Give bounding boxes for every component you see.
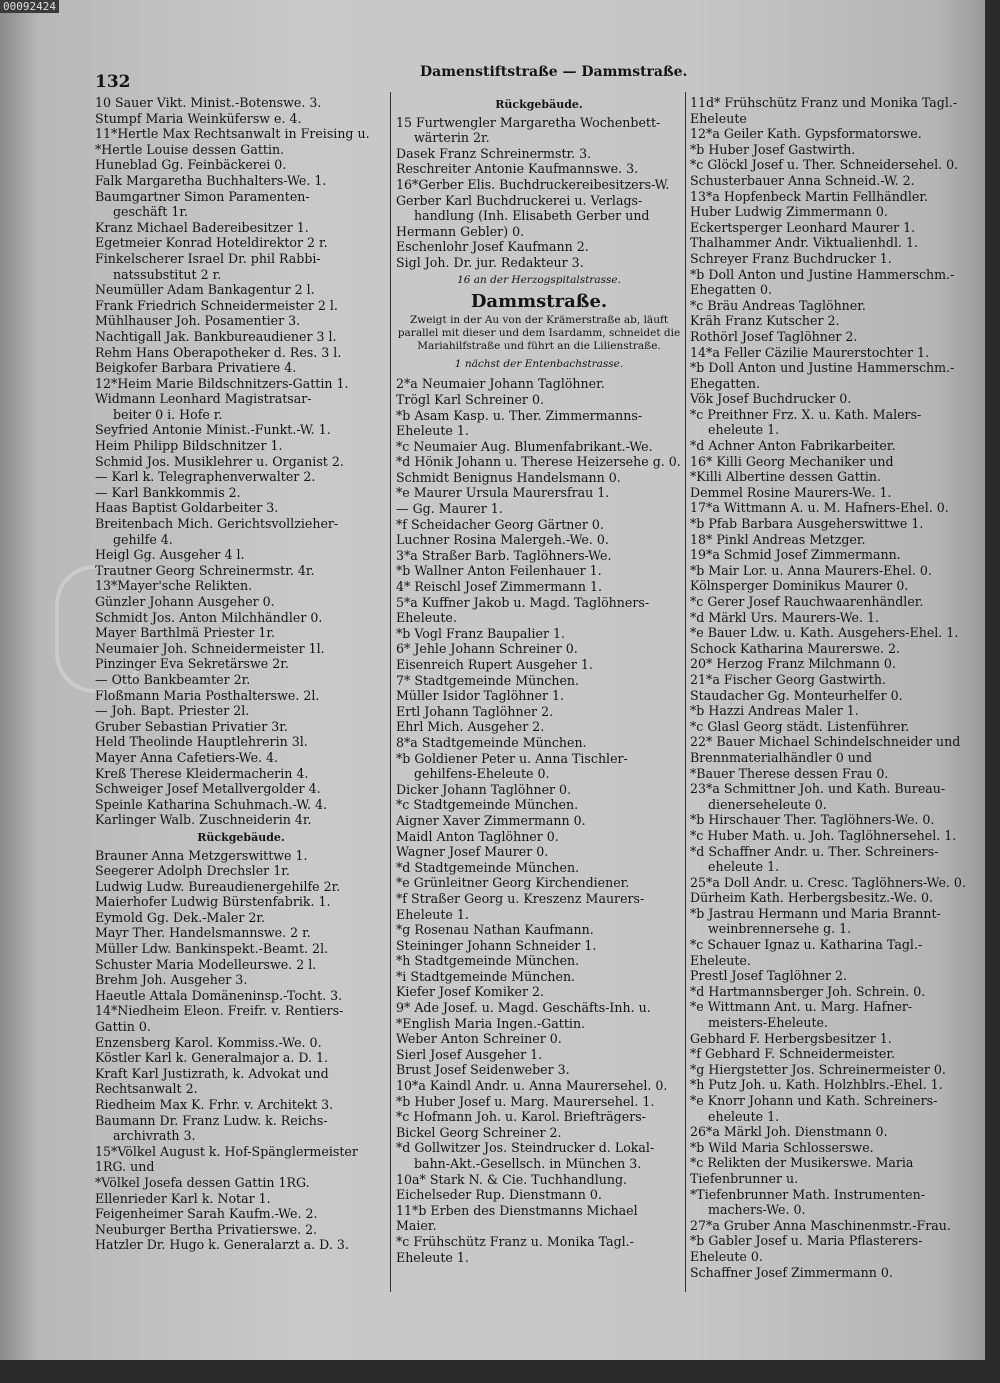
directory-entry: Kreß Therese Kleidermacherin 4. [95,765,309,781]
directory-entry: *e Bauer Ldw. u. Kath. Ausgehers-Ehel. 1. [690,625,959,641]
directory-entry: Huneblad Gg. Feinbäckerei 0. [95,157,287,173]
directory-entry: *b Jastrau Hermann und Maria Brannt- [690,905,941,921]
directory-entry: Rehm Hans Oberapotheker d. Res. 3 l. [95,344,342,360]
directory-entry: *c Glöckl Josef u. Ther. Schneidersehel. 0. [690,157,959,173]
directory-entry: 13*a Hopfenbeck Martin Fellhändler. [690,188,928,204]
directory-entry: Eheleute 0. [690,1248,763,1264]
directory-entry: *b Asam Kasp. u. Ther. Zimmermanns- [396,407,643,423]
directory-entry: 25*a Doll Andr. u. Cresc. Taglöhners-We. 0. [690,874,966,890]
directory-entry: Müller Ldw. Bankinspekt.-Beamt. 2l. [95,941,329,957]
directory-entry: *d Märkl Urs. Maurers-We. 1. [690,609,879,625]
directory-entry: *d Hartmannsberger Joh. Schrein. 0. [690,983,926,999]
directory-entry: 19*a Schmid Josef Zimmermann. [690,547,901,563]
directory-entry: Ellenrieder Karl k. Notar 1. [95,1190,271,1206]
directory-entry: 27*a Gruber Anna Maschinenmstr.-Frau. [690,1217,951,1233]
directory-entry: 16*Gerber Elis. Buchdruckereibesitzers-W. [396,176,670,192]
directory-entry: Eisenreich Rupert Ausgeher 1. [396,657,593,672]
directory-entry: Günzler Johann Ausgeher 0. [95,594,275,609]
directory-entry: Eheleute 1. [396,423,469,439]
directory-entry: 9* Ade Josef. u. Magd. Geschäfts-Inh. u. [396,1000,651,1016]
directory-entry: *d Stadtgemeinde München. [396,859,580,875]
directory-entry: Schaffner Josef Zimmermann 0. [690,1264,893,1280]
directory-entry: Kranz Michael Badereibesitzer 1. [95,219,309,235]
directory-entry: gehilfe 4. [113,531,173,547]
directory-entry: *b Doll Anton und Justine Hammerschm.- [690,266,955,282]
directory-entry: *f Gebhard F. Schneidermeister. [690,1046,895,1062]
directory-entry: 5*a Kuffner Jakob u. Magd. Taglöhners- [396,594,650,610]
directory-entry: Brust Josef Seidenweber 3. [396,1062,570,1078]
directory-entry: Schuster Maria Modelleurswe. 2 l. [95,956,317,972]
directory-entry: 26*a Märkl Joh. Dienstmann 0. [690,1124,888,1140]
directory-entry: 10 Sauer Vikt. Minist.-Botenswe. 3. [95,95,322,110]
directory-entry: Seegerer Adolph Drechsler 1r. [95,863,290,879]
directory-entry: Dürheim Kath. Herbergsbesitz.-We. 0. [690,890,934,906]
directory-entry: *Tiefenbrunner Math. Instrumenten- [690,1186,926,1202]
directory-entry: Dicker Johann Taglöhner 0. [396,781,572,797]
directory-entry: 14*a Feller Cäzilie Maurerstochter 1. [690,344,930,360]
directory-entry: Rechtsanwalt 2. [95,1081,198,1097]
directory-entry: *Völkel Josefa dessen Gattin 1RG. [95,1174,310,1190]
directory-entry: — Joh. Bapt. Priester 2l. [95,703,250,719]
directory-entry: Eheleute. [396,610,457,626]
directory-entry: Breitenbach Mich. Gerichtsvollzieher- [95,516,339,532]
directory-entry: *d Achner Anton Fabrikarbeiter. [690,438,896,454]
directory-entry: 13*Mayer'sche Relikten. [95,578,253,594]
directory-entry: *f Scheidacher Georg Gärtner 0. [396,516,604,532]
directory-entry: Ehegatten 0. [690,282,773,298]
directory-entry: *Hertle Louise dessen Gattin. [95,141,285,157]
column-left [95,95,387,1253]
directory-entry: *b Gabler Josef u. Maria Pflasterers- [690,1233,923,1249]
directory-entry: Eymold Gg. Dek.-Maler 2r. [95,909,266,925]
directory-entry: Mühlhauser Joh. Posamentier 3. [95,313,301,329]
directory-entry: Karlinger Walb. Zuschneiderin 4r. [95,812,312,828]
directory-entry: Eheleute 1. [396,906,469,922]
directory-entry: Maier. [396,1218,437,1234]
cross-reference-note: 16 an der Herzogspitalstrasse. [457,273,621,286]
directory-entry: Nachtigall Jak. Bankbureaudiener 3 l. [95,328,337,344]
directory-entry: 3*a Straßer Barb. Taglöhners-We. [396,547,612,563]
directory-entry: *c Glasl Georg städt. Listenführer. [690,718,910,734]
directory-entry: Kölnsperger Dominikus Maurer 0. [690,578,909,594]
directory-entry: Schock Katharina Maurerswe. 2. [690,640,901,656]
directory-entry: 8*a Stadtgemeinde München. [396,734,587,750]
directory-entry: *b Pfab Barbara Ausgeherswittwe 1. [690,516,924,532]
directory-entry: Weber Anton Schreiner 0. [396,1031,562,1047]
directory-entry: 2*a Neumaier Johann Taglöhner. [396,376,605,392]
directory-entry: Kiefer Josef Komiker 2. [396,984,544,1000]
directory-entry: 23*a Schmittner Joh. und Kath. Bureau- [690,781,946,797]
directory-entry: 21*a Fischer Georg Gastwirth. [690,671,886,687]
directory-entry: Brehm Joh. Ausgeher 3. [95,972,248,988]
directory-entry: Neumaier Joh. Schneidermeister 1l. [95,640,325,656]
street-title: Dammstraße. [470,291,608,313]
directory-entry: Kraft Karl Justizrath, k. Advokat und [95,1065,329,1081]
directory-entry: Schmidt Jos. Anton Milchhändler 0. [95,609,323,625]
directory-entry: Rothörl Josef Taglöhner 2. [690,328,858,344]
directory-entry: Maidl Anton Taglöhner 0. [396,828,559,844]
directory-entry: Eheleute. [690,952,751,968]
directory-entry: Eschenlohr Josef Kaufmann 2. [396,239,589,255]
directory-entry: *c Neumaier Aug. Blumenfabrikant.-We. [396,438,653,454]
directory-entry: Pinzinger Eva Sekretärswe 2r. [95,656,289,672]
directory-entry: Ertl Johann Taglöhner 2. [396,703,554,719]
directory-entry: 10a* Stark N. & Cie. Tuchhandlung. [396,1171,628,1187]
directory-entry: Ehegatten. [690,375,761,391]
directory-entry: *e Wittmann Ant. u. Marg. Hafner- [690,999,913,1015]
directory-entry: Luchner Rosina Malergeh.-We. 0. [396,532,609,548]
directory-entry: Ludwig Ludw. Bureaudienergehilfe 2r. [95,878,341,894]
street-description: Zweigt in der Au von der Krämerstraße ab, läuft parallel mit dieser und dem Isardamm, schneidet die Mariahilfstraße und führt an die Lilienstraße. [397,313,681,352]
directory-entry: 7* Stadtgemeinde München. [396,672,580,688]
directory-entry: Mayr Ther. Handelsmannswe. 2 r. [95,925,311,941]
directory-entry: Schmid Jos. Musiklehrer u. Organist 2. [95,453,344,469]
directory-entry: Held Theolinde Hauptlehrerin 3l. [95,734,308,750]
directory-entry: Eckertsperger Leonhard Maurer 1. [690,219,916,235]
directory-entry: *g Rosenau Nathan Kaufmann. [396,922,594,938]
directory-entry: *e Knorr Johann und Kath. Schreiners- [690,1093,938,1108]
directory-entry: *b Hirschauer Ther. Taglöhners-We. 0. [690,812,935,828]
directory-entry: Gerber Karl Buchdruckerei u. Verlags- [396,192,643,208]
directory-entry: *English Maria Ingen.-Gattin. [396,1015,586,1031]
directory-entry: Schreyer Franz Buchdrucker 1. [690,250,892,266]
directory-entry: Müller Isidor Taglöhner 1. [396,688,564,704]
directory-entry: gehilfens-Eheleute 0. [414,766,550,782]
directory-entry: archivrath 3. [113,1128,196,1144]
directory-entry: Stumpf Maria Weinküfersw e. 4. [95,110,302,126]
directory-entry: *c Relikten der Musikerswe. Maria [690,1155,914,1171]
directory-entry: 16* Killi Georg Mechaniker und [690,453,894,469]
directory-entry: Haeutle Attala Domäneninsp.-Tocht. 3. [95,987,343,1003]
directory-entry: Gruber Sebastian Privatier 3r. [95,718,288,734]
directory-entry: Reschreiter Antonie Kaufmannswe. 3. [396,161,639,177]
directory-entry: Baumgartner Simon Paramenten- [95,188,310,204]
directory-entry: *c Hofmann Joh. u. Karol. Briefträgers- [396,1109,646,1125]
directory-entry: meisters-Eheleute. [708,1015,829,1031]
directory-entry: Frank Friedrich Schneidermeister 2 l. [95,297,338,313]
directory-entry: *c Stadtgemeinde München. [396,797,579,813]
directory-entry: — Karl k. Telegraphenverwalter 2. [95,469,316,485]
scan-id-label: 00092424 [0,0,59,13]
directory-entry: *e Grünleitner Georg Kirchendiener. [396,875,630,891]
directory-entry: — Otto Bankbeamter 2r. [95,671,251,687]
directory-entry: *b Goldiener Peter u. Anna Tischler- [396,750,628,766]
directory-entry: 11*b Erben des Dienstmanns Michael [396,1202,638,1218]
directory-entry: Demmel Rosine Maurers-We. 1. [690,484,892,500]
directory-entry: Hatzler Dr. Hugo k. Generalarzt a. D. 3. [95,1237,349,1253]
directory-entry: 18* Pinkl Andreas Metzger. [690,531,866,547]
directory-entry: natssubstitut 2 r. [113,266,222,282]
directory-entry: *c Preithner Frz. X. u. Kath. Malers- [690,406,922,422]
directory-entry: 15*Völkel August k. Hof-Spänglermeister [95,1143,358,1159]
directory-entry: Finkelscherer Israel Dr. phil Rabbi- [95,250,321,266]
directory-entry: Gattin 0. [95,1019,151,1035]
directory-entry: *h Putz Joh. u. Kath. Holzhblrs.-Ehel. 1. [690,1077,943,1093]
directory-entry: *d Schaffner Andr. u. Ther. Schreiners- [690,843,939,859]
directory-entry: *f Straßer Georg u. Kreszenz Maurers- [396,890,645,906]
directory-entry: Trögl Karl Schreiner 0. [396,391,544,407]
directory-entry: Eheleute 1. [396,1249,469,1265]
directory-entry: eheleute 1. [708,1108,780,1124]
directory-entry: Egetmeier Konrad Hoteldirektor 2 r. [95,235,328,251]
directory-entry: 15 Furtwengler Margaretha Wochenbett- [396,114,661,130]
directory-entry: Mayer Barthlmä Priester 1r. [95,625,276,641]
directory-entry: weinbrennersehe g. 1. [708,921,852,937]
directory-entry: Mayer Anna Cafetiers-We. 4. [95,749,279,765]
directory-entry: Beigkofer Barbara Privatiere 4. [95,360,297,376]
directory-entry: *h Stadtgemeinde München. [396,953,580,969]
directory-entry: Sigl Joh. Dr. jur. Redakteur 3. [396,254,584,270]
directory-entry: *c Schauer Ignaz u. Katharina Tagl.- [690,937,923,953]
directory-entry: Dasek Franz Schreinermstr. 3. [396,145,592,161]
section-subheading: Rückgebäude. [495,98,583,111]
directory-entry: *Killi Albertine dessen Gattin. [690,469,881,485]
directory-entry: Speinle Katharina Schuhmach.-W. 4. [95,796,327,812]
directory-entry: Haas Baptist Goldarbeiter 3. [95,500,279,516]
directory-entry: Seyfried Antonie Minist.-Funkt.-W. 1. [95,422,331,438]
directory-entry: Hermann Gebler) 0. [396,223,525,239]
directory-entry: *c Bräu Andreas Taglöhner. [690,297,866,313]
directory-entry: 11d* Frühschütz Franz und Monika Tagl.- [690,95,958,110]
directory-entry: — Karl Bankkommis 2. [95,484,241,500]
directory-entry: Heigl Gg. Ausgeher 4 l. [95,547,245,563]
directory-entry: Trautner Georg Schreinermstr. 4r. [95,562,315,578]
directory-entry: *g Hiergstetter Jos. Schreinermeister 0. [690,1061,946,1077]
directory-entry: Heim Philipp Bildschnitzer 1. [95,438,283,454]
directory-entry: 11*Hertle Max Rechtsanwalt in Freising u. [95,126,370,142]
directory-entry: 20* Herzog Franz Milchmann 0. [690,656,896,672]
directory-entry: *c Huber Math. u. Joh. Taglöhnersehel. 1. [690,827,957,843]
directory-entry: bahn-Akt.-Gesellsch. in München 3. [414,1156,642,1171]
running-head: Damenstiftstraße — Dammstraße. [420,64,688,80]
directory-entry: Staudacher Gg. Monteurhelfer 0. [690,687,903,703]
page-number: 132 [95,72,131,92]
directory-entry: Köstler Karl k. Generalmajor a. D. 1. [95,1050,329,1066]
directory-entry: *b Hazzi Andreas Maler 1. [690,703,859,719]
directory-entry: *c Gerer Josef Rauchwaarenhändler. [690,594,924,609]
directory-entry: eheleute 1. [708,422,780,438]
directory-entry: Tiefenbrunner u. [690,1170,799,1186]
directory-entry: beiter 0 i. Hofe r. [113,406,223,422]
directory-entry: Huber Ludwig Zimmermann 0. [690,204,888,220]
directory-entry: Wagner Josef Maurer 0. [396,844,549,860]
directory-entry: machers-We. 0. [708,1202,806,1218]
directory-entry: Maierhofer Ludwig Bürstenfabrik. 1. [95,894,331,910]
directory-entry: *b Doll Anton und Justine Hammerschm.- [690,360,955,376]
directory-entry: Kräh Franz Kutscher 2. [690,313,840,329]
section-subheading: Rückgebäude. [197,830,285,844]
directory-entry: *i Stadtgemeinde München. [396,968,576,984]
directory-entry: Floßmann Maria Posthalterswe. 2l. [95,687,320,703]
directory-entry: Steininger Johann Schneider 1. [396,937,597,953]
directory-entry: Eichelseder Rup. Dienstmann 0. [396,1187,602,1203]
directory-entry: Feigenheimer Sarah Kaufm.-We. 2. [95,1206,318,1222]
directory-entry: *e Maurer Ursula Maurersfrau 1. [396,485,610,501]
directory-entry: Brennmaterialhändler 0 und [690,749,873,765]
directory-entry: Riedheim Max K. Frhr. v. Architekt 3. [95,1097,334,1112]
column-divider [685,92,686,1292]
directory-entry: *b Wild Maria Schlosserswe. [690,1139,874,1155]
directory-entry: Sierl Josef Ausgeher 1. [396,1046,543,1062]
directory-entry: Schmidt Benignus Handelsmann 0. [396,469,621,485]
column-right [690,95,980,1280]
directory-entry: *b Wallner Anton Feilenhauer 1. [396,563,602,579]
directory-entry: 6* Jehle Johann Schreiner 0. [396,641,578,657]
directory-entry: Brauner Anna Metzgerswittwe 1. [95,847,308,863]
directory-entry: wärterin 2r. [414,130,490,146]
directory-entry: Thalhammer Andr. Viktualienhdl. 1. [690,235,918,251]
directory-entry: *d Gollwitzer Jos. Steindrucker d. Lokal- [396,1140,655,1156]
column-divider [390,92,391,1292]
directory-entry: 14*Niedheim Eleon. Freifr. v. Rentiers- [95,1003,344,1019]
street-note: 1 nächst der Entenbachstrasse. [454,357,624,370]
directory-entry: Falk Margaretha Buchhalters-We. 1. [95,172,327,188]
directory-entry: Baumann Dr. Franz Ludw. k. Reichs- [95,1112,328,1128]
directory-entry: Vök Josef Buchdrucker 0. [690,391,852,407]
directory-entry: *b Huber Josef Gastwirth. [690,141,856,157]
directory-entry: 12*a Geiler Kath. Gypsformatorswe. [690,126,922,142]
directory-entry: 1RG. und [95,1159,155,1175]
directory-entry: geschäft 1r. [113,204,189,220]
directory-entry: 4* Reischl Josef Zimmermann 1. [396,579,602,595]
column-middle-top [396,97,682,288]
directory-entry: eheleute 1. [708,859,780,875]
directory-entry: *Bauer Therese dessen Frau 0. [690,765,889,781]
directory-entry: *b Vogl Franz Baupalier 1. [396,625,565,641]
directory-entry: Aigner Xaver Zimmermann 0. [396,812,586,828]
directory-entry: Schusterbauer Anna Schneid.-W. 2. [690,172,915,188]
directory-entry: 10*a Kaindl Andr. u. Anna Maurersehel. 0. [396,1078,668,1094]
directory-entry: *b Mair Lor. u. Anna Maurers-Ehel. 0. [690,562,932,578]
directory-entry: Widmann Leonhard Magistratsar- [95,391,312,407]
directory-entry: Gebhard F. Herbergsbesitzer 1. [690,1030,892,1046]
directory-entry: handlung (Inh. Elisabeth Gerber und [414,208,650,224]
column-middle [396,95,682,1265]
directory-entry: Eheleute [690,110,747,126]
directory-entry: — Gg. Maurer 1. [396,501,503,517]
column-middle-bottom [396,376,682,1265]
directory-entry: 12*Heim Marie Bildschnitzers-Gattin 1. [95,375,349,391]
directory-entry: Neuburger Bertha Privatierswe. 2. [95,1221,318,1237]
directory-entry: Bickel Georg Schreiner 2. [396,1124,562,1140]
directory-entry: *b Huber Josef u. Marg. Maurersehel. 1. [396,1093,655,1109]
directory-entry: Schweiger Josef Metallvergolder 4. [95,781,321,797]
directory-entry: Enzensberg Karol. Kommiss.-We. 0. [95,1034,322,1050]
directory-entry: *d Hönik Johann u. Therese Heizersehe g. 0. [396,454,681,470]
directory-entry: 17*a Wittmann A. u. M. Hafners-Ehel. 0. [690,500,949,516]
directory-entry: Prestl Josef Taglöhner 2. [690,968,848,984]
directory-entry: *c Frühschütz Franz u. Monika Tagl.- [396,1233,634,1249]
directory-entry: dienerseheleute 0. [708,796,827,812]
directory-entry: Ehrl Mich. Ausgeher 2. [396,719,545,735]
directory-entry: 22* Bauer Michael Schindelschneider und [690,734,961,750]
directory-entry: Neumüller Adam Bankagentur 2 l. [95,282,315,298]
